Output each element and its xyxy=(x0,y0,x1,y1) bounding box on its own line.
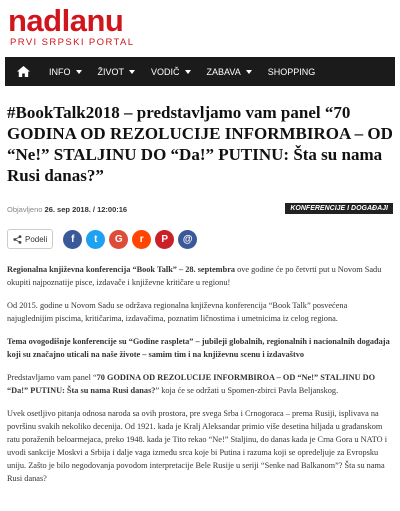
article-paragraph xyxy=(7,263,395,289)
nav-home[interactable] xyxy=(5,57,41,86)
twitter-icon: t xyxy=(94,233,98,245)
meta-label: Objavljeno xyxy=(7,205,43,214)
article-title: #BookTalk2018 – predstavljamo vam panel “70 GODINA OD REZOLUCIJE INFORMBIROA – OD “Ne!” STALJINU DO “Da!” PUTINU: Šta su nama Rusi danas?” xyxy=(7,103,393,185)
article-paragraph xyxy=(7,371,395,397)
google-icon: G xyxy=(114,233,123,245)
nav-label-zivot: ŽIVOT xyxy=(97,66,124,77)
caret-down-icon xyxy=(185,70,191,74)
google-share-button[interactable] xyxy=(109,230,128,249)
share-label: Podeli xyxy=(25,234,48,244)
home-icon xyxy=(17,66,30,77)
main-nav xyxy=(5,57,395,86)
pinterest-share-button[interactable] xyxy=(155,230,174,249)
share-button[interactable] xyxy=(7,229,53,249)
article-paragraph: Uvek osetljivo pitanja odnosa naroda sa ovih prostora, pre svega Srba i Crnogoraca – prema Rusiji, isplivava na površinu svakih nekoliko decenija. Od 1921. kada je Kralj Aleksandar primio više desetina hiljada u građanskom ratu poraženih beloarmejaca, preko 1948. kada je Tito rekao “Ne!” Staljinu, do danas kada je Crna Gora u NATO i uvodi sankcije Moskvi a Srbija i dalje vaga između srca koje bi Putina i razuma koji se opredeljuje za Evropsku uniju. Zašto je bilo negodovanja povodom interpretacije Bele Rusije u seriji “Senke nad Balkanom”? Šta su nama Rusi danas? xyxy=(7,409,387,483)
logo-text: nadlanu xyxy=(8,3,124,38)
paragraph-text: ove godine će po četvrti put u Novom Sadu okupiti najpoznatije pisce, izdavače i književne kritičare u regionu! xyxy=(7,265,382,287)
share-row xyxy=(7,228,197,250)
site-logo[interactable] xyxy=(8,3,135,48)
nav-item-zabava[interactable] xyxy=(199,57,260,86)
nav-label-info: INFO xyxy=(49,66,71,77)
caret-down-icon xyxy=(246,70,252,74)
paragraph-bold: Regionalna književna konferencija “Book Talk” – 28. septembra xyxy=(7,265,236,274)
meta-date: 26. sep 2018. / 12:00:16 xyxy=(44,205,128,214)
share-icon xyxy=(13,235,22,244)
site-header xyxy=(0,0,400,60)
paragraph-bold: Godine raspleta” – jubileji globalnih, regionalnih i nacionalnih događaja koji su značajno uticali na naše živote – samim tim i na književnu scenu i izdavaštvo xyxy=(7,337,390,359)
reddit-share-button[interactable] xyxy=(132,230,151,249)
facebook-icon: f xyxy=(71,233,75,245)
nav-item-shopping[interactable] xyxy=(260,57,324,86)
pinterest-icon: P xyxy=(161,233,169,245)
article-paragraph: Od 2015. godine u Novom Sadu se održava regionalna književna konferencija “Book Talk” posvećena najuglednijim piscima, kritičarima, izdavačima, poznatim ličnostima i umetnicima iz celog regiona. xyxy=(7,301,348,323)
email-icon: @ xyxy=(182,233,193,245)
caret-down-icon xyxy=(76,70,82,74)
facebook-share-button[interactable] xyxy=(63,230,82,249)
nav-label-vodic: VODIČ xyxy=(151,66,180,77)
caret-down-icon xyxy=(129,70,135,74)
email-share-button[interactable] xyxy=(178,230,197,249)
article-paragraph xyxy=(7,335,395,361)
category-badge[interactable]: KONFERENCIJE I DOGAĐAJI xyxy=(285,203,393,214)
nav-item-zivot[interactable] xyxy=(90,57,144,86)
article-meta xyxy=(7,205,127,214)
paragraph-text: ” koja će se održati u Spomen-zbirci Pavla Beljanskog. xyxy=(155,386,339,395)
nav-item-info[interactable] xyxy=(41,57,90,86)
paragraph-bold: 70 GODINA OD REZOLUCIJE INFORMBIROA – OD “Ne!” STALJINU DO “Da!” PUTINU: Šta su nama Rusi danas? xyxy=(7,373,376,395)
article-body xyxy=(7,263,395,495)
nav-item-vodic[interactable] xyxy=(143,57,199,86)
paragraph-text: Predstavljamo vam panel “ xyxy=(7,373,97,382)
paragraph-bold: Tema ovogodišnje konferencije su “ xyxy=(7,337,133,346)
nav-label-zabava: ZABAVA xyxy=(206,66,241,77)
reddit-icon: r xyxy=(139,233,144,245)
logo-tagline: PRVI SRPSKI PORTAL xyxy=(10,37,135,48)
twitter-share-button[interactable] xyxy=(86,230,105,249)
nav-label-shopping: SHOPPING xyxy=(267,66,316,77)
